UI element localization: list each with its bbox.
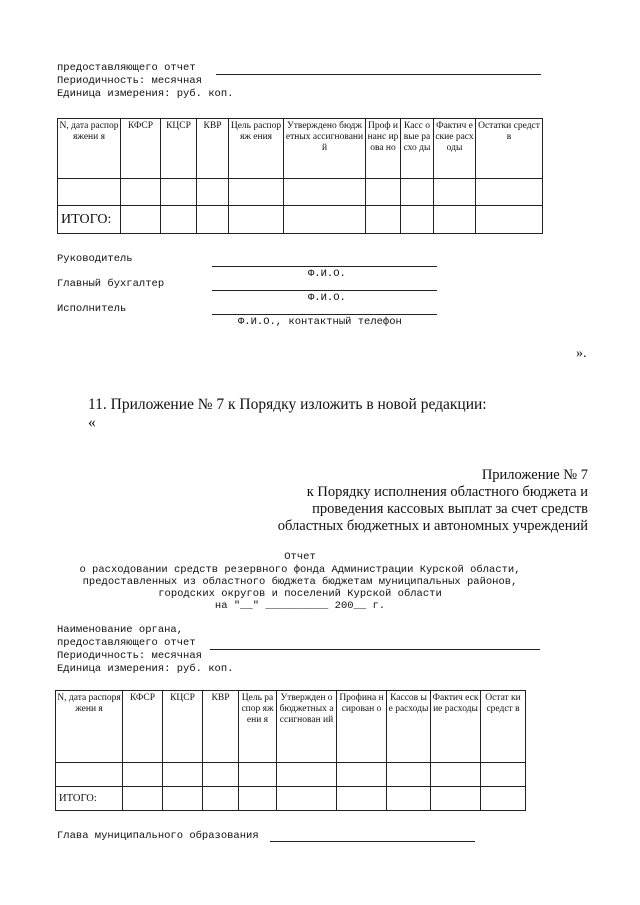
table1-header: КВР (197, 119, 229, 179)
appendix-line-4: областных бюджетных и автономных учреждений (277, 518, 588, 534)
top-periodicity: Периодичность: месячная (57, 75, 202, 87)
table2-header-row (56, 691, 526, 763)
appendix-line-3: проведения кассовых выплат за счет средств (312, 501, 588, 517)
top-unit: Единица измерения: руб. коп. (57, 88, 234, 100)
report-date-line: на "__" __________ 200__ г. (214, 600, 386, 612)
appendix-line-1: Приложение № 7 (481, 467, 588, 483)
table1-header: КФСР (121, 119, 161, 179)
report-title: Отчет (284, 551, 316, 563)
org-name-label: Наименование органа, (57, 624, 184, 636)
appendix-line-2: к Порядку исполнения областного бюджета и (306, 484, 588, 500)
table1-header: Касс овые расхо ды (401, 119, 434, 179)
table2-header: Фактич еские расходы (431, 691, 481, 763)
table1-header: Цель распоряж ения (229, 119, 284, 179)
signature-executor-fio: Ф.И.О., контактный телефон (238, 316, 402, 328)
table2-empty-row (56, 763, 526, 787)
report-line-1: о расходовании средств резервного фонда Администрации Курской области, (79, 564, 521, 576)
table2-total-row (56, 787, 526, 811)
open-quote: « (88, 414, 96, 431)
table1-total-label: ИТОГО: (58, 206, 121, 234)
report-table-1 (57, 118, 543, 234)
top-provider-label: предоставляющего отчет (57, 62, 196, 74)
signature-executor-line (212, 314, 437, 315)
footer-underline (270, 841, 475, 842)
top-provider-underline (216, 74, 541, 75)
table1-header: Утверждено бюджетных ассигнований (284, 119, 366, 179)
closing-quote: ». (576, 346, 587, 361)
table2-header: КФСР (123, 691, 163, 763)
table2-header: Цель распор яжени я (239, 691, 277, 763)
signature-executor-label: Исполнитель (57, 303, 127, 315)
table1-header-row (58, 119, 543, 179)
org-provider-label: предоставляющего отчет (57, 637, 196, 649)
org-unit: Единица измерения: руб. коп. (57, 663, 234, 675)
table1-header: КЦСР (161, 119, 197, 179)
report-line-2: предоставленных из областного бюджета бюджетам муниципальных районов, (82, 576, 518, 588)
table2-header: Кассов ые расходы (387, 691, 431, 763)
signature-head-line (212, 266, 437, 267)
table1-empty-row (58, 179, 543, 206)
item-11-text: 11. Приложение № 7 к Порядку изложить в новой редакции: (88, 396, 487, 413)
footer-label: Глава муниципального образования (57, 830, 259, 842)
table2-total-label: ИТОГО: (56, 787, 123, 811)
signature-accountant-fio: Ф.И.О. (308, 292, 346, 304)
signature-accountant-label: Главный бухгалтер (57, 278, 165, 290)
table2-header: КЦСР (163, 691, 203, 763)
signature-head-fio: Ф.И.О. (308, 268, 346, 280)
table2-header: КВР (203, 691, 239, 763)
report-line-3: городских округов и поселений Курской области (158, 588, 442, 600)
signature-accountant-line (212, 290, 437, 291)
table2-header: N, дата распоряжени я (56, 691, 123, 763)
org-provider-underline (210, 649, 540, 650)
table2-header: Остат ки средст в (481, 691, 526, 763)
table2-header: Профина нсирован о (337, 691, 387, 763)
table1-total-row (58, 206, 543, 234)
report-table-2 (55, 690, 526, 811)
table1-header: Проф инанс ирова но (366, 119, 401, 179)
table1-header: Фактич еские расходы (434, 119, 476, 179)
table1-header: N, дата распоряжени я (58, 119, 121, 179)
org-periodicity: Периодичность: месячная (57, 650, 202, 662)
table1-header: Остатки средств (476, 119, 543, 179)
table2-header: Утвержден о бюджетных ассигнован ий (277, 691, 337, 763)
signature-head-label: Руководитель (57, 253, 133, 265)
